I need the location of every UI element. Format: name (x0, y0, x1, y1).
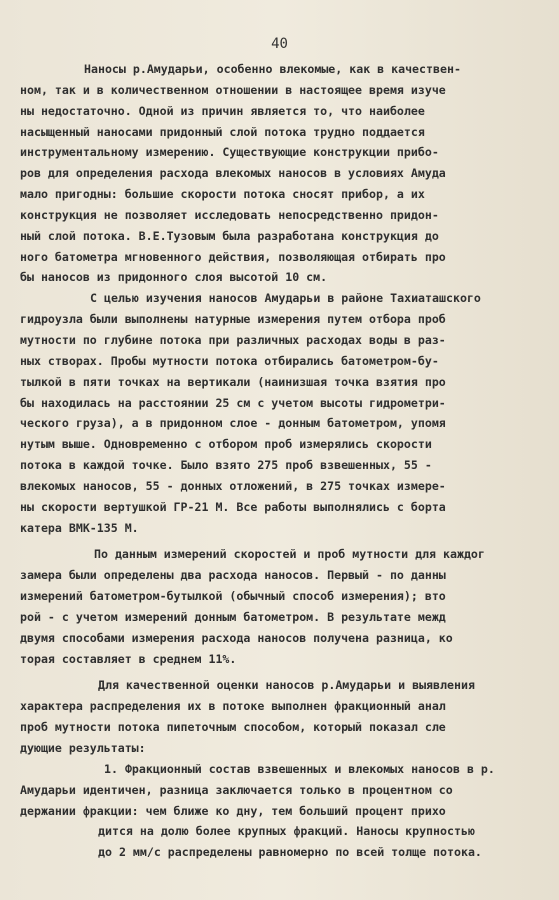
text-line: мутности по глубине потока при различных расходах воды в раз- (20, 332, 446, 347)
text-line: влекомых наносов, 55 - донных отложений, в 275 точках измере- (20, 478, 446, 493)
text-line: Амударьи идентичен, разница заключается только в процентном со (20, 782, 453, 797)
text-line: Наносы р.Амударьи, особенно влекомые, как в качествен- (84, 62, 461, 76)
paragraph-3 (20, 544, 559, 669)
text-line: инструментальному измерению. Существующие конструкции прибо- (20, 145, 439, 160)
text-line: дующие результаты: (20, 741, 146, 755)
text-line: ны недостаточно. Одной из причин является то, что наиболее (20, 103, 425, 118)
text-line: ров для определения расхода влекомых наносов в условиях Амуда (20, 166, 446, 181)
text-line: держании фракции: чем ближе ко дну, тем больший процент прихо (20, 803, 446, 818)
text-line: 1. Фракционный состав взвешенных и влекомых наносов в р. (104, 761, 495, 776)
text-line: замера были определены два расхода наносов. Первый - по данны (20, 568, 446, 583)
text-line: бы находилась на расстоянии 25 см с учетом высоты гидрометри- (20, 395, 446, 410)
text-line: ческого груза), а в придонном слое - донным батометром, упомя (20, 416, 446, 431)
text-line: торая составляет в среднем 11%. (20, 651, 237, 666)
text-line: ном, так и в количественном отношении в настоящее время изуче (20, 82, 446, 97)
paragraph-2 (20, 288, 559, 538)
paragraph-5 (20, 759, 559, 863)
page-number: 40 (271, 36, 288, 52)
text-line: конструкция не позволяет исследовать непосредственно придон- (20, 207, 439, 222)
text-line: двумя способами измерения расхода наносов получена разница, ко (20, 630, 453, 645)
text-line: ны скорости вертушкой ГР-21 М. Все работы выполнялись с борта (20, 499, 446, 514)
text-line: С целью изучения наносов Амударьи в районе Тахиаташского (90, 291, 481, 306)
text-line: тылкой в пяти точках на вертикали (наинизшая точка взятия про (20, 374, 446, 389)
text-line: до 2 мм/с распределены равномерно по всей толще потока. (98, 845, 482, 860)
text-line: бы наносов из придонного слоя высотой 10 см. (20, 270, 328, 285)
text-line: мало пригодны: большие скорости потока сносят прибор, а их (20, 187, 425, 202)
paragraph-1 (20, 59, 559, 288)
text-line: По данным измерений скоростей и проб мутности для каждог (94, 547, 485, 562)
text-line: характера распределения их в потоке выполнен фракционный анал (20, 699, 446, 714)
text-line: катера ВМК-135 М. (20, 520, 139, 535)
paragraph-4 (20, 675, 559, 758)
text-line: рой - с учетом измерений донным батометром. В результате межд (20, 609, 446, 624)
text-line: нутым выше. Одновременно с отбором проб измерялись скорости (20, 437, 432, 452)
text-line: проб мутности потока пипеточным способом, который показал сле (20, 720, 446, 735)
text-line: ного батометра мгновенного действия, позволяющая отбирать про (20, 249, 446, 264)
text-line: ный слой потока. В.Е.Тузовым была разработана конструкция до (20, 228, 439, 243)
document-body (20, 59, 559, 863)
text-line: ных створах. Пробы мутности потока отбирались батометром-бу- (20, 353, 439, 368)
text-line: потока в каждой точке. Было взято 275 проб взвешенных, 55 - (20, 458, 432, 473)
text-line: гидроузла были выполнены натурные измерения путем отбора проб (20, 312, 446, 327)
text-line: Для качественной оценки наносов р.Амударьи и выявления (98, 678, 475, 693)
text-line: измерений батометром-бутылкой (обычный способ измерения); вто (20, 589, 446, 604)
text-line: насыщенный наносами придонный слой потока трудно поддается (20, 124, 425, 139)
text-line: дится на долю более крупных фракций. Наносы крупностью (98, 824, 475, 839)
